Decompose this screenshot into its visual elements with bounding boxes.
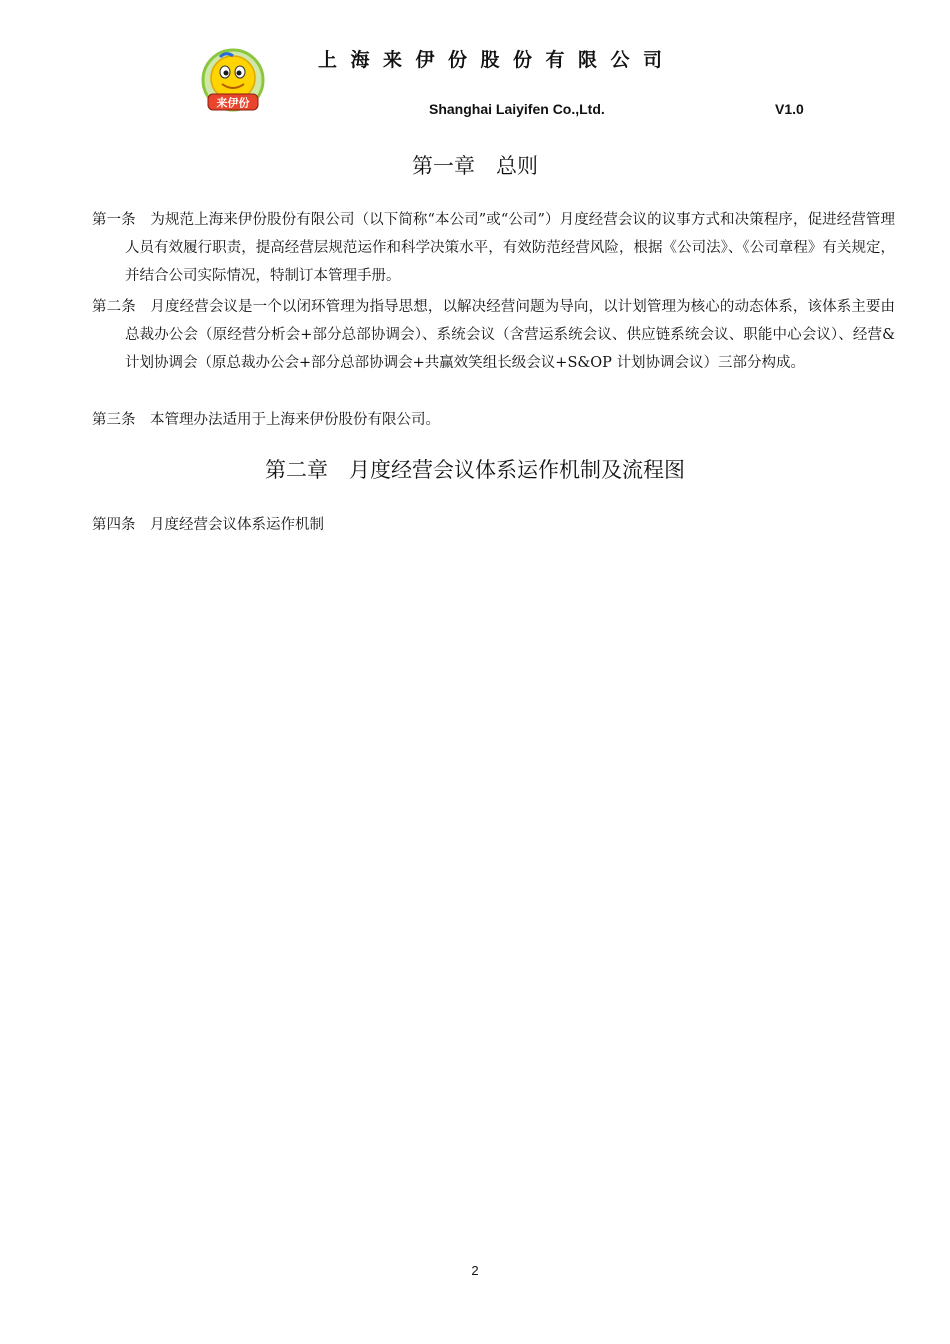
smiley-logo-icon [200,48,266,116]
article-2-label: 第二条 [92,299,151,315]
article-2 [92,293,895,377]
article-1-label: 第一条 [92,212,151,228]
page-number: 2 [471,1263,479,1278]
article-3-text: 本管理办法适用于上海来伊份股份有限公司。 [150,412,440,428]
article-2-text: 月度经营会议是一个以闭环管理为指导思想，以解决经营问题为导向，以计划管理为核心的动态体系，该体系主要由总裁办公会（原经营分析会+部分总部协调会）、系统会议（含营运系统会议、供应链系统会议、职能中心会议）、经营&计划协调会（原总裁办公会+部分总部协调会+共赢效笑组长级会议+S&OP 计划协调会议）三部分构成。 [125,299,896,371]
company-name-en: Shanghai Laiyifen Co.,Ltd. [429,101,605,117]
chapter-2-title: 第二章 月度经营会议体系运作机制及流程图 [265,458,685,482]
article-4 [92,511,895,539]
article-3 [92,406,895,434]
logo-text: 来伊份 [216,96,250,110]
article-4-text: 月度经营会议体系运作机制 [150,517,324,533]
company-name-cn: 上海来伊份股份有限公司 [318,49,676,71]
article-4-label: 第四条 [92,517,150,533]
article-3-label: 第三条 [92,412,150,428]
document-version: V1.0 [775,101,804,117]
article-1 [92,206,895,290]
chapter-1-title: 第一章 总则 [412,154,538,178]
company-logo [200,48,266,116]
article-1-text: 为规范上海来伊份股份有限公司（以下简称“本公司”或“公司”）月度经营会议的议事方式和决策程序，促进经营管理人员有效履行职责，提高经营层规范运作和科学决策水平，有效防范经营风险，根据《公司法》、《公司章程》有关规定，并结合公司实际情况，特制订本管理手册。 [125,212,896,284]
